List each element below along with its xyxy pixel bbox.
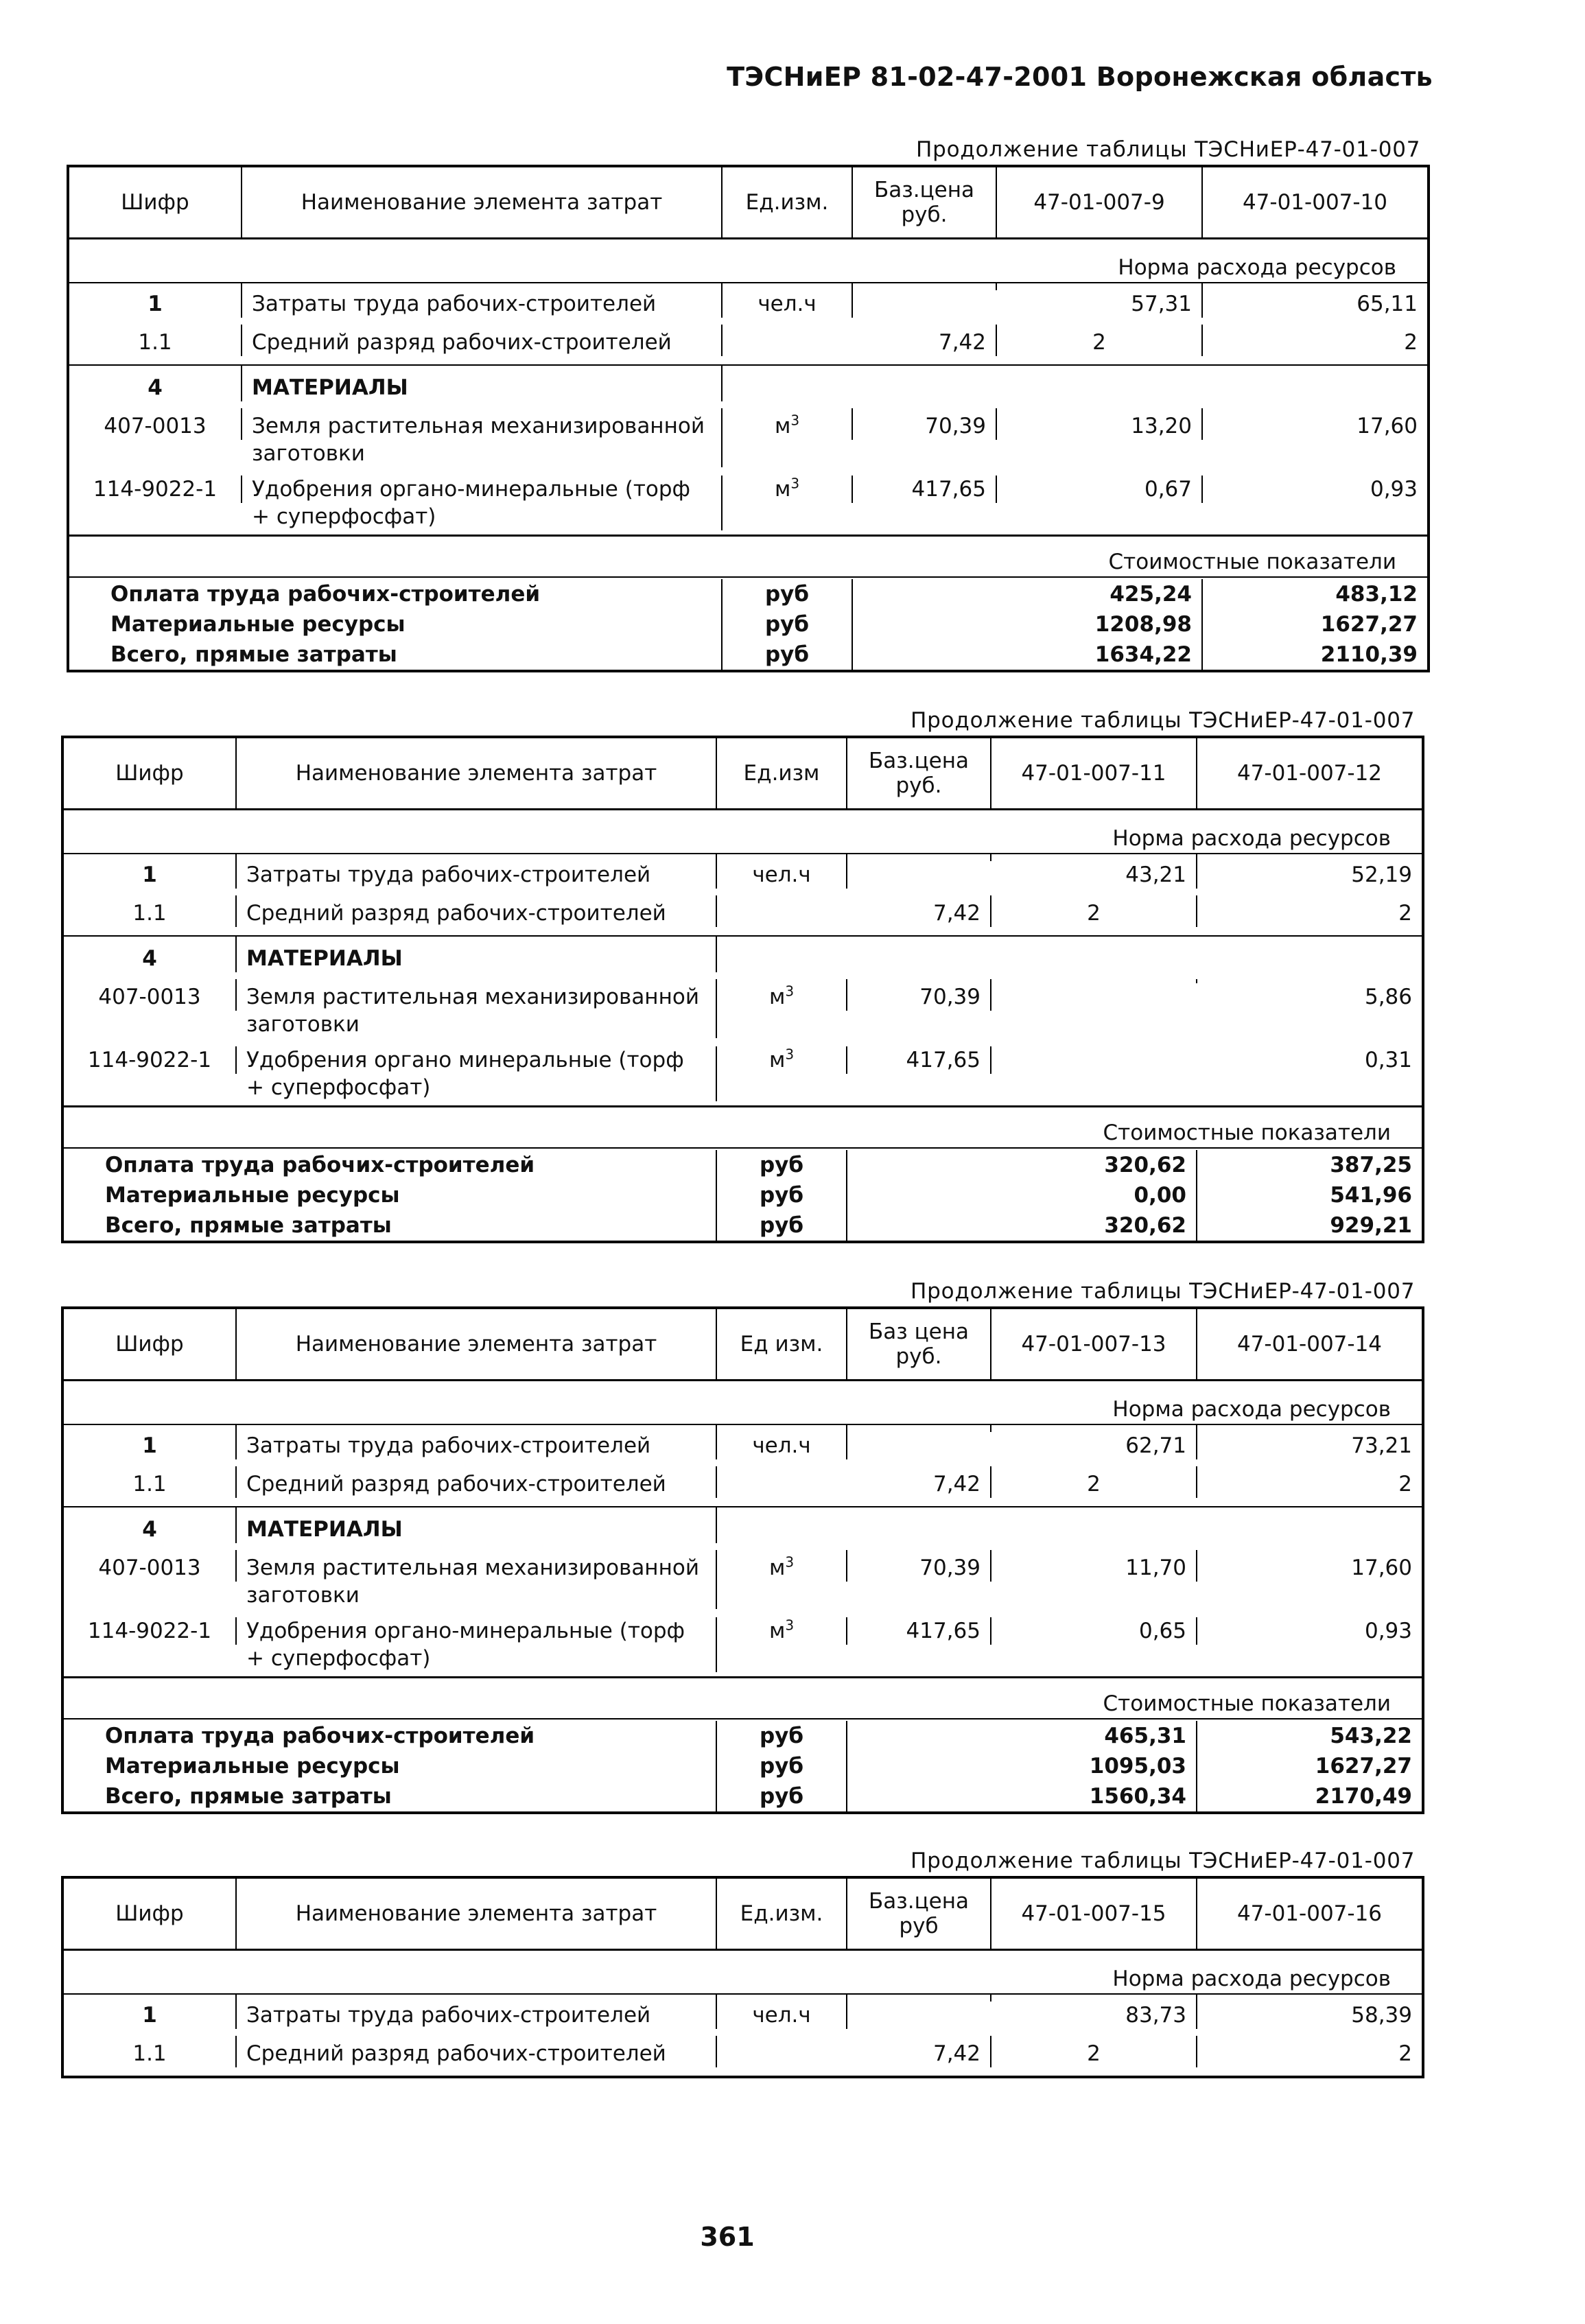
cell-code: 1 [64,854,237,889]
cost-unit: руб [717,1210,847,1241]
cost-value-a: 1208,98 [997,609,1203,639]
table-row [69,408,1427,476]
cell-code: 1 [64,1425,237,1459]
cost-value-b: 2170,49 [1315,1784,1412,1809]
cell-code: 407-0013 [69,408,242,440]
unit-text: м [774,477,791,502]
cost-name: Материальные ресурсы [64,1180,717,1210]
cell-name: Затраты труда рабочих-строителей [237,854,717,889]
cost-section-row [64,1676,1422,1719]
cell-unit [723,476,853,503]
col-header-code: Шифр [64,738,237,808]
cell-name: Земля растительная механизированной заготовки [237,979,717,1038]
cell-price: 70,39 [847,979,991,1011]
page-header: ТЭСНиЕР 81-02-47-2001 Воронежская область [727,62,1433,92]
col-header-price: Баз.цена руб. [847,738,991,808]
cost-value-a: 1634,22 [997,639,1203,670]
cost-section-row [64,1105,1422,1149]
table-row [64,895,1422,937]
cell-unit: чел.ч [717,1425,847,1459]
col-header-code: Шифр [64,1309,237,1379]
cell-value-b: 2 [1398,901,1412,926]
cell-value-a: 0,67 [997,476,1203,503]
cell-price: 417,65 [847,1617,991,1645]
cost-name: Оплата труда рабочих-строителей [64,1150,717,1180]
cost-value-a: 465,31 [991,1721,1197,1751]
cost-name: Материальные ресурсы [64,1751,717,1781]
col-header-code-b: 47-01-007-10 [1242,190,1388,215]
cell-value-a: 11,70 [991,1550,1197,1582]
unit-superscript: 3 [785,1617,795,1634]
table-caption: Продолжение таблицы ТЭСНиЕР-47-01-007 [911,1279,1416,1304]
cost-name: Материальные ресурсы [69,609,723,639]
cell-name: МАТЕРИАЛЫ [237,1507,717,1543]
cell-price [847,1425,991,1432]
table-row [64,2036,1422,2076]
cell-value-a: 2 [991,1466,1197,1498]
cell-code: 1 [69,283,242,318]
cell-value-a: 2 [997,325,1203,356]
col-header-code: Шифр [69,167,242,237]
table-row [69,476,1427,535]
cell-code: 1.1 [64,895,237,927]
norm-section-row [64,810,1422,854]
cost-value-a: 425,24 [997,579,1203,609]
table-row [69,325,1427,366]
col-header-name: Наименование элемента затрат [237,1879,717,1949]
cell-unit [717,1617,847,1645]
norm-section-row [64,1951,1422,1995]
col-header-unit: Ед.изм [717,738,847,808]
cell-value-b: 58,39 [1351,2003,1412,2028]
col-header-name: Наименование элемента затрат [237,738,717,808]
cost-unit: руб [723,609,853,639]
cell-price [847,1995,991,2002]
col-header-code-a: 47-01-007-13 [991,1309,1197,1379]
col-header-code-b: 47-01-007-16 [1236,1901,1383,1926]
cell-code: 1.1 [64,2036,237,2067]
table-row [64,1617,1422,1676]
cell-value-b: 5,86 [1364,985,1412,1009]
cost-name: Оплата труда рабочих-строителей [64,1721,717,1751]
table-header [64,1309,1422,1381]
cell-value-b: 17,60 [1357,414,1418,438]
col-header-unit: Ед.изм. [717,1879,847,1949]
resource-table-2 [61,736,1424,1243]
cell-name: Средний разряд рабочих-строителей [237,2036,717,2067]
cost-unit: руб [717,1781,847,1811]
cost-value-b: 541,96 [1330,1183,1412,1208]
cost-unit: руб [717,1751,847,1781]
cost-value-b: 543,22 [1330,1724,1412,1748]
cell-value-b: 65,11 [1357,292,1418,316]
norm-section-row [69,239,1427,283]
table-row [64,1507,1422,1550]
cell-code: 4 [69,366,242,401]
cost-row [64,1210,1422,1241]
cell-price: 7,42 [847,1466,991,1498]
norm-label: Норма расхода ресурсов [1112,826,1391,851]
cell-value-b: 0,93 [1370,477,1418,502]
cost-value-b: 1627,27 [1315,1754,1412,1779]
cell-name: Средний разряд рабочих-строителей [242,325,723,356]
norm-label: Норма расхода ресурсов [1112,1397,1391,1422]
table-row [64,1425,1422,1466]
cell-name: Удобрения органо-минеральные (торф + суперфосфат) [242,476,723,530]
cost-section-row [69,535,1427,578]
cell-name: Удобрения органо минеральные (торф + суперфосфат) [237,1046,717,1101]
cell-price: 7,42 [847,895,991,927]
table-row [64,1466,1422,1507]
page-number: 361 [700,2222,755,2252]
unit-text: м [768,1556,786,1580]
cell-name: МАТЕРИАЛЫ [242,366,723,401]
cost-value-b: 929,21 [1330,1213,1412,1238]
col-header-unit: Ед изм. [717,1309,847,1379]
cell-code: 407-0013 [64,1550,237,1582]
cell-unit [717,1550,847,1582]
cost-unit: руб [717,1721,847,1751]
cell-value-b: 17,60 [1351,1556,1412,1580]
table-caption: Продолжение таблицы ТЭСНиЕР-47-01-007 [911,1848,1416,1873]
cost-unit: руб [723,639,853,670]
cell-unit: чел.ч [717,1995,847,2029]
cell-value-a: 43,21 [991,854,1197,889]
unit-superscript: 3 [785,1046,795,1063]
cell-value-a: 13,20 [997,408,1203,440]
cost-value-a: 1560,34 [991,1781,1197,1811]
cell-value-b: 0,93 [1364,1619,1412,1643]
cell-price: 417,65 [853,476,997,503]
cell-code: 4 [64,1507,237,1543]
cell-value-a: 0,65 [991,1617,1197,1645]
cost-row [64,1719,1422,1751]
cell-value-a: 57,31 [997,283,1203,318]
cost-row [69,609,1427,639]
cost-row [64,1751,1422,1781]
unit-superscript: 3 [790,475,800,492]
col-header-price: Баз.цена руб [847,1879,991,1949]
resource-table-1 [67,165,1430,672]
col-header-code-a: 47-01-007-11 [991,738,1197,808]
cell-value-a [991,979,1197,983]
table-row [64,979,1422,1046]
cell-unit [717,979,847,1011]
unit-text: м [774,414,791,438]
cell-code: 1.1 [64,1466,237,1498]
cell-name: МАТЕРИАЛЫ [237,937,717,972]
table-caption: Продолжение таблицы ТЭСНиЕР-47-01-007 [916,137,1421,162]
unit-text: м [768,1048,786,1072]
cell-code: 114-9022-1 [64,1617,237,1645]
cost-value-b: 2110,39 [1320,642,1418,667]
cost-value-a: 0,00 [991,1180,1197,1210]
table-row [69,283,1427,325]
cost-row [69,639,1427,670]
cell-name: Удобрения органо-минеральные (торф + суперфосфат) [237,1617,717,1672]
col-header-code-a: 47-01-007-9 [997,167,1203,237]
table-caption: Продолжение таблицы ТЭСНиЕР-47-01-007 [911,708,1416,733]
cell-name: Средний разряд рабочих-строителей [237,895,717,927]
table-header [69,167,1427,239]
cell-value-b: 2 [1398,1472,1412,1496]
cell-code: 114-9022-1 [69,476,242,503]
cost-value-a: 320,62 [991,1150,1197,1180]
cell-value-b: 0,31 [1364,1048,1412,1072]
col-header-code: Шифр [64,1879,237,1949]
cell-value-b: 73,21 [1351,1433,1412,1458]
cell-value-a: 62,71 [991,1425,1197,1459]
resource-table-3 [61,1306,1424,1814]
norm-label: Норма расхода ресурсов [1112,1967,1391,1991]
cost-unit: руб [723,579,853,609]
table-row [64,1046,1422,1105]
unit-superscript: 3 [785,1553,795,1571]
col-header-code-b: 47-01-007-12 [1236,761,1383,786]
cell-code: 4 [64,937,237,972]
cost-value-b: 1627,27 [1320,612,1418,637]
col-header-name: Наименование элемента затрат [242,167,723,237]
cost-value-b: 483,12 [1335,582,1418,607]
unit-text: м [768,1619,786,1643]
cost-row [69,578,1427,609]
cost-value-b: 387,25 [1330,1153,1412,1177]
cell-value-b: 2 [1404,330,1418,355]
cell-price: 70,39 [847,1550,991,1582]
cell-price: 7,42 [847,2036,991,2067]
cell-unit: чел.ч [717,854,847,889]
cell-price [853,283,997,290]
cell-code: 407-0013 [64,979,237,1011]
cost-name: Оплата труда рабочих-строителей [69,579,723,609]
cell-value-b: 52,19 [1351,862,1412,887]
table-header [64,738,1422,810]
norm-label: Норма расхода ресурсов [1118,255,1396,280]
cell-code: 1 [64,1995,237,2029]
unit-superscript: 3 [790,412,800,429]
cost-value-a: 320,62 [991,1210,1197,1241]
cell-price: 7,42 [853,325,997,356]
col-header-code-b: 47-01-007-14 [1236,1332,1383,1357]
col-header-name: Наименование элемента затрат [237,1309,717,1379]
cell-name: Затраты труда рабочих-строителей [242,283,723,318]
table-row [69,366,1427,408]
cost-label: Стоимостные показатели [1108,550,1396,574]
table-row [64,1995,1422,2036]
col-header-code-a: 47-01-007-15 [991,1879,1197,1949]
resource-table-4 [61,1876,1424,2078]
cell-value-a: 83,73 [991,1995,1197,2029]
col-header-price: Баз цена руб. [847,1309,991,1379]
cost-label: Стоимостные показатели [1103,1691,1391,1716]
cell-unit [717,1046,847,1074]
cell-price [847,854,991,861]
norm-section-row [64,1381,1422,1425]
cost-row [64,1781,1422,1811]
table-header [64,1879,1422,1951]
cell-name: Земля растительная механизированной заготовки [242,408,723,467]
cell-value-b: 2 [1398,2041,1412,2066]
cell-value-a: 2 [991,895,1197,927]
unit-superscript: 3 [785,983,795,1000]
col-header-price: Баз.цена руб. [853,167,997,237]
cost-row [64,1180,1422,1210]
table-row [64,937,1422,979]
cell-unit: чел.ч [723,283,853,318]
cell-value-a: 2 [991,2036,1197,2067]
cell-name: Земля растительная механизированной заготовки [237,1550,717,1609]
col-header-unit: Ед.изм. [723,167,853,237]
cell-name: Средний разряд рабочих-строителей [237,1466,717,1498]
cost-unit: руб [717,1150,847,1180]
cell-name: Затраты труда рабочих-строителей [237,1425,717,1459]
table-row [64,1550,1422,1617]
cell-code: 1.1 [69,325,242,356]
table-row [64,854,1422,895]
cell-code: 114-9022-1 [64,1046,237,1074]
cost-label: Стоимостные показатели [1103,1120,1391,1145]
cost-name: Всего, прямые затраты [64,1781,717,1811]
cost-name: Всего, прямые затраты [64,1210,717,1241]
cell-unit [723,408,853,440]
cell-price: 70,39 [853,408,997,440]
unit-text: м [768,985,786,1009]
cell-price: 417,65 [847,1046,991,1074]
cost-unit: руб [717,1180,847,1210]
cost-row [64,1149,1422,1180]
cost-value-a: 1095,03 [991,1751,1197,1781]
cell-name: Затраты труда рабочих-строителей [237,1995,717,2029]
cost-name: Всего, прямые затраты [69,639,723,670]
